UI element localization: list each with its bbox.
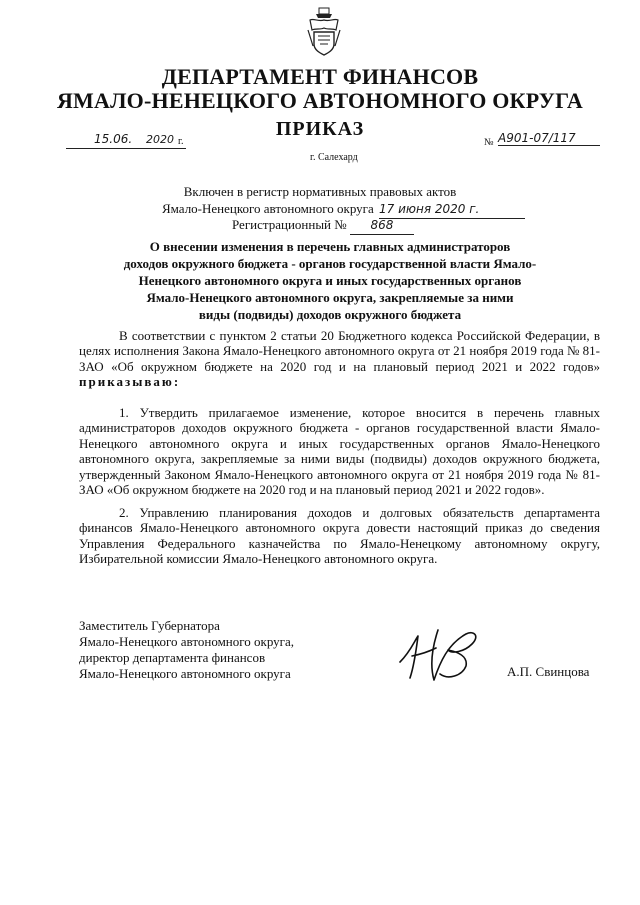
heading-line2: доходов окружного бюджета - органов государственной власти Ямало- — [123, 256, 537, 271]
heading-line5: виды (подвиды) доходов окружного бюджета — [198, 307, 462, 322]
handwritten-signature — [396, 622, 496, 686]
document-type-title: ПРИКАЗ — [275, 118, 365, 140]
body-paragraph-2: 1. Утвердить прилагаемое изменение, которое вносится в перечень главных администраторов доходов окружного бюджета - органов государственной власти Ямало-Ненецкого автономного округа и иных государственных органов Ямало-Ненецкого автономного округа, закрепляемые за ними виды (подвиды) доходов окружного бюджета, утвержденный Законом Ямало-Ненецкого автономного округа от 21 ноября 2019 года № 81-ЗАО «Об окружном бюджете на 2020 год и на плановый период 2021 и 2022 годов». — [79, 405, 600, 498]
signatory-line3: директор департамента финансов — [79, 650, 266, 665]
date-suffix: г. — [178, 136, 184, 147]
department-title-line2: ЯМАЛО-НЕНЕЦКОГО АВТОНОМНОГО ОКРУГА — [56, 88, 584, 113]
registry-number-label: Регистрационный № — [232, 217, 347, 232]
registry-number-handwritten: 868 — [350, 217, 414, 235]
department-title-line1: ДЕПАРТАМЕНТ ФИНАНСОВ — [161, 64, 479, 89]
number-handwritten: А901-07/117 — [498, 131, 600, 146]
signatory-name: А.П. Свинцова — [507, 664, 590, 679]
heading-line1: О внесении изменения в перечень главных администраторов — [149, 239, 511, 254]
date-year: 2020 — [146, 133, 174, 146]
signatory-line2: Ямало-Ненецкого автономного округа, — [79, 634, 295, 649]
registry-line1: Включен в регистр нормативных правовых актов — [183, 184, 457, 199]
registry-date-handwritten: 17 июня 2020 г. — [379, 201, 525, 219]
date-handwritten: 15.06. — [94, 132, 133, 146]
coat-of-arms-emblem — [304, 6, 344, 58]
signatory-line4: Ямало-Ненецкого автономного округа — [79, 666, 291, 681]
signatory-line1: Заместитель Губернатора — [79, 618, 220, 633]
number-prefix: № — [484, 137, 494, 148]
paragraph-1-text: В соответствии с пунктом 2 статьи 20 Бюджетного кодекса Российской Федерации, в целях исполнения Закона Ямало-Ненецкого автономного округа от 21 ноября 2019 года № 81-ЗАО «Об окружном бюджете на 2020 год и на плановый период 2021 и 2022 годов» — [79, 328, 600, 374]
registry-line2-text: Ямало-Ненецкого автономного округа — [162, 201, 374, 216]
body-paragraph-3: 2. Управлению планирования доходов и долговых обязательств департамента финансов Ямало-Ненецкого автономного округа довести настоящий приказ до сведения Управления Федерального казначейства по Ямало-Ненецкому автономному округу, Избирательной комиссии Ямало-Ненецкого автономного округа. — [79, 505, 600, 567]
signatory-position — [79, 618, 294, 682]
document-heading — [80, 238, 580, 323]
order-number — [484, 131, 604, 148]
order-keyword: приказываю: — [79, 374, 181, 390]
registry-line3 — [232, 216, 414, 235]
heading-line3: Ненецкого автономного округа и иных государственных органов — [138, 273, 522, 288]
heading-line4: Ямало-Ненецкого автономного округа, закрепляемые за ними — [146, 290, 514, 305]
city-label: г. Салехард — [310, 152, 358, 163]
date-line — [66, 134, 186, 149]
body-paragraph-1 — [79, 328, 600, 390]
